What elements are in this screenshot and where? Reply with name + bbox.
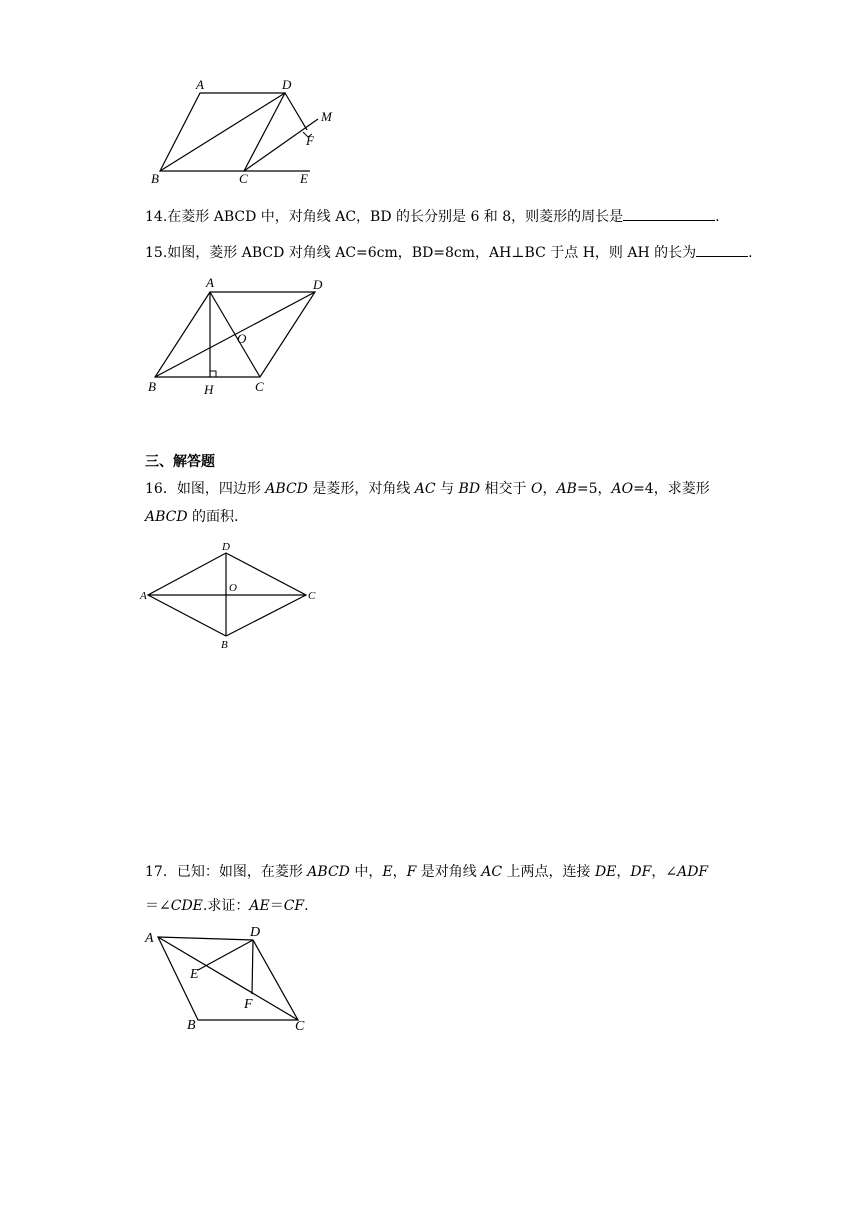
- answer-blank-15[interactable]: [696, 242, 748, 257]
- diagonal-bd: [155, 292, 315, 377]
- label-c: C: [239, 171, 248, 186]
- label-b: B: [221, 639, 228, 651]
- text: .: [304, 898, 309, 914]
- text: ，: [392, 864, 407, 880]
- label-c: C: [255, 379, 264, 394]
- figure-16-svg: [140, 538, 330, 653]
- question-15-end: .: [748, 245, 753, 261]
- segment-df: [285, 93, 307, 130]
- var: ABCD: [145, 509, 188, 525]
- text: ，: [542, 481, 557, 497]
- label-b: B: [151, 171, 159, 186]
- text: ，: [616, 864, 631, 880]
- var: AB: [556, 481, 577, 497]
- label-f: F: [306, 133, 314, 148]
- diagonal-bd: [160, 93, 285, 171]
- label-c: C: [295, 1019, 305, 1034]
- figure-15: [140, 272, 340, 402]
- var: O: [530, 481, 543, 497]
- question-14-number: 14.: [145, 209, 168, 225]
- label-a: A: [196, 77, 204, 92]
- var: AO: [611, 481, 634, 497]
- var: AC: [414, 481, 436, 497]
- text: 与: [435, 481, 459, 497]
- label-b: B: [187, 1018, 196, 1033]
- question-16-line-2: [145, 506, 239, 526]
- var: CF: [283, 898, 305, 914]
- text: 上两点，连接: [502, 864, 595, 880]
- var: F: [406, 864, 417, 880]
- label-m: M: [321, 109, 332, 124]
- label-c: C: [308, 590, 316, 602]
- question-15: [145, 242, 753, 263]
- var: DE: [594, 864, 617, 880]
- figure-13-svg: [140, 75, 360, 190]
- label-e: E: [190, 967, 199, 982]
- question-15-number: 15.: [145, 245, 168, 261]
- label-d: D: [313, 277, 323, 292]
- answer-blank-14[interactable]: [623, 206, 715, 221]
- var: ABCD: [265, 481, 308, 497]
- label-a: A: [140, 590, 147, 602]
- var: CDE: [170, 898, 203, 914]
- var: DF: [630, 864, 652, 880]
- text: ＝∠: [145, 898, 171, 914]
- label-o: O: [229, 582, 237, 594]
- question-15-text: 如图，菱形 ABCD 对角线 AC=6cm，BD=8cm，AH⊥BC 于点 H，则 AH 的长为: [167, 245, 697, 261]
- segment-df: [252, 940, 253, 994]
- question-16-number: 16．: [145, 481, 177, 497]
- question-17-line-1: [145, 861, 708, 881]
- question-14-end: .: [715, 209, 720, 225]
- question-16-line-1: [145, 478, 710, 498]
- text: =4，求菱形: [633, 481, 710, 497]
- question-17-number: 17．: [145, 864, 177, 880]
- question-14: [145, 206, 720, 227]
- figure-17: [140, 922, 340, 1040]
- figure-17-svg: [140, 922, 340, 1040]
- label-a: A: [206, 275, 214, 290]
- label-h: H: [204, 382, 214, 397]
- text: =5，: [576, 481, 612, 497]
- segment-de: [198, 940, 253, 970]
- var: AE: [249, 898, 270, 914]
- section-heading: 三、解答题: [145, 454, 215, 470]
- label-d: D: [282, 77, 292, 92]
- var: BD: [458, 481, 481, 497]
- var: E: [382, 864, 393, 880]
- figure-13: [140, 75, 360, 190]
- text: ＝: [269, 898, 284, 914]
- diagonal-ac: [158, 937, 298, 1020]
- text: 中，: [349, 864, 383, 880]
- figure-16: [140, 538, 330, 653]
- text: .求证：: [202, 898, 250, 914]
- text: 如图，四边形: [176, 481, 266, 497]
- question-17-line-2: [145, 895, 309, 915]
- text: 相交于: [480, 481, 531, 497]
- label-d: D: [222, 541, 230, 553]
- var: ABCD: [307, 864, 350, 880]
- label-d: D: [250, 925, 261, 940]
- label-e: E: [300, 171, 308, 186]
- text: ，∠: [651, 864, 678, 880]
- var: AC: [481, 864, 503, 880]
- label-a: A: [145, 931, 154, 946]
- text: 是对角线: [416, 864, 482, 880]
- right-angle-mark: [210, 371, 216, 377]
- label-b: B: [148, 379, 156, 394]
- label-f: F: [244, 997, 253, 1012]
- text: 是菱形，对角线: [307, 481, 415, 497]
- question-14-text: 在菱形 ABCD 中，对角线 AC，BD 的长分别是 6 和 8，则菱形的周长是: [167, 209, 624, 225]
- figure-15-svg: [140, 272, 340, 402]
- text: 的面积.: [187, 509, 239, 525]
- label-o: O: [237, 331, 247, 346]
- text: 已知：如图，在菱形: [176, 864, 308, 880]
- var: ADF: [677, 864, 709, 880]
